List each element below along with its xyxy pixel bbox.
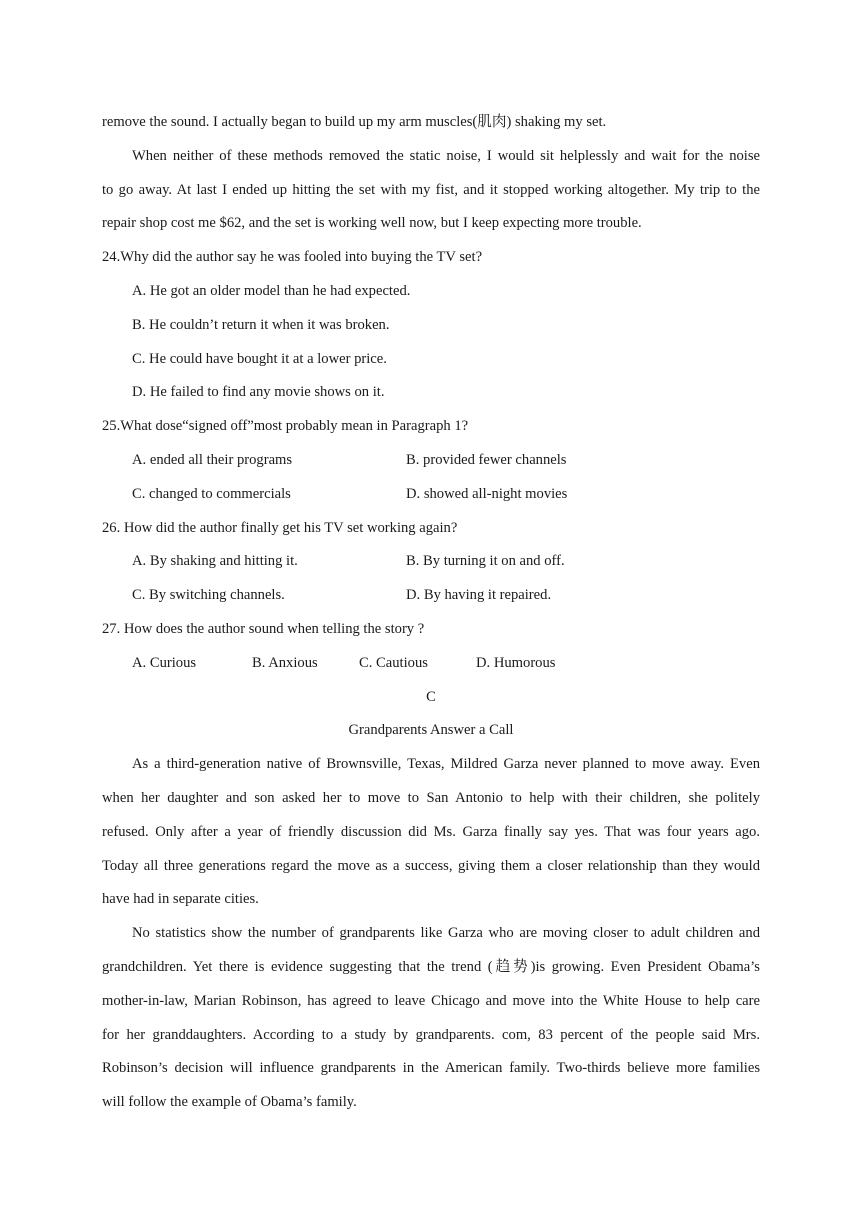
paragraph-line: Today all three generations regard the move as a success, giving them a closer relationship than they would (102, 857, 760, 874)
question-24-stem: 24.Why did the author say he was fooled into buying the TV set? (102, 249, 483, 266)
passage-line: remove the sound. I actually began to build up my arm muscles(肌肉) shaking my set. (102, 114, 607, 130)
question-26-option-d: D. By having it repaired. (406, 587, 552, 604)
question-25-stem: 25.What dose“signed off”most probably mean in Paragraph 1? (102, 418, 469, 435)
question-26-option-a: A. By shaking and hitting it. (132, 553, 298, 570)
paragraph-line: for her granddaughters. According to a study by grandparents. com, 83 percent of the people said Mrs. (102, 1026, 760, 1043)
question-25-option-a: A. ended all their programs (132, 451, 293, 468)
question-24-option-c: C. He could have bought it at a lower price. (132, 350, 387, 367)
question-25-options-row (102, 444, 760, 478)
question-26-options-row (102, 579, 760, 613)
question-24-option-b: B. He couldn’t return it when it was broken. (132, 316, 390, 333)
question-25-option-d: D. showed all-night movies (406, 485, 568, 502)
question-25-option-c: C. changed to commercials (132, 485, 291, 502)
paragraph-line: have had in separate cities. (102, 891, 259, 908)
question-24-option-a: A. He got an older model than he had expected. (132, 282, 411, 299)
paragraph-line: mother-in-law, Marian Robinson, has agreed to leave Chicago and move into the White House to help care (102, 992, 760, 1009)
section-title: Grandparents Answer a Call (348, 722, 514, 739)
exam-page (102, 106, 760, 1120)
question-25-option-b: B. provided fewer channels (406, 451, 567, 468)
passage-line: repair shop cost me $62, and the set is working well now, but I keep expecting more trouble. (102, 215, 642, 232)
question-27-option-a: A. Curious (132, 654, 197, 671)
paragraph-line: grandchildren. Yet there is evidence suggesting that the trend (趋势)is growing. Even President Obama’s (102, 958, 760, 975)
paragraph-line: refused. Only after a year of friendly discussion did Ms. Garza finally say yes. That was four years ago. (102, 823, 760, 840)
section-letter: C (426, 688, 436, 705)
question-24-option-d: D. He failed to find any movie shows on it. (132, 384, 385, 401)
question-26-option-b: B. By turning it on and off. (406, 553, 565, 570)
passage-line: When neither of these methods removed the static noise, I would sit helplessly and wait for the noise (132, 147, 760, 164)
paragraph-line: will follow the example of Obama’s family. (102, 1094, 357, 1111)
paragraph-line: Robinson’s decision will influence grandparents in the American family. Two-thirds believe more families (102, 1060, 760, 1077)
question-26-option-c: C. By switching channels. (132, 587, 285, 604)
question-27-option-b: B. Anxious (252, 654, 318, 671)
paragraph-line: As a third-generation native of Brownsville, Texas, Mildred Garza never planned to move away. Even (132, 756, 760, 773)
question-27-stem: 27. How does the author sound when telling the story ? (102, 620, 425, 637)
question-27-option-c: C. Cautious (359, 654, 428, 671)
paragraph-line: when her daughter and son asked her to move to San Antonio to help with their children, she politely (102, 789, 760, 806)
paragraph-line: No statistics show the number of grandparents like Garza who are moving closer to adult children and (132, 925, 760, 942)
question-27-options-row (102, 647, 760, 681)
question-26-options-row (102, 545, 760, 579)
passage-line: to go away. At last I ended up hitting the set with my fist, and it stopped working altogether. My trip to the (102, 181, 760, 198)
question-25-options-row (102, 478, 760, 512)
question-27-option-d: D. Humorous (476, 654, 556, 671)
question-26-stem: 26. How did the author finally get his TV set working again? (102, 519, 458, 536)
